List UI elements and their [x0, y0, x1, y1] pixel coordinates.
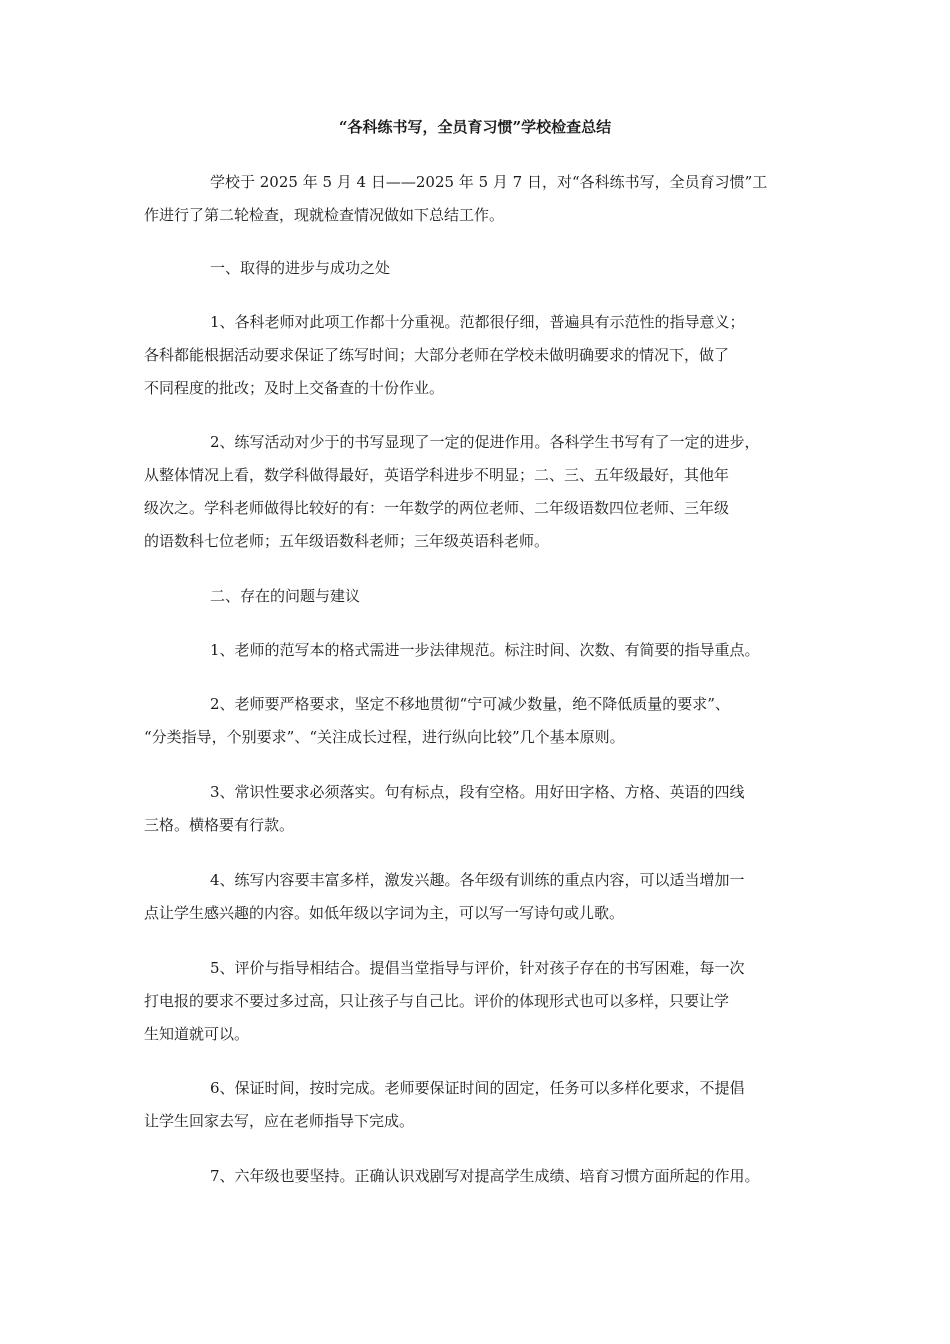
paragraph-line: 的语数科七位老师；五年级语数科老师；三年级英语科老师。 — [144, 532, 550, 550]
paragraph-line: 生知道就可以。 — [144, 1025, 250, 1043]
section-heading-problems — [144, 580, 824, 613]
section-heading-progress — [144, 252, 824, 285]
paragraph-line: 3、常识性要求必须落实。句有标点，段有空格。用好田字格、方格、英语的四线 — [210, 783, 745, 801]
intro-paragraph — [144, 166, 824, 232]
paragraph-line: 学校于 2025 年 5 月 4 日——2025 年 5 月 7 日，对“各科练书写，全员育习惯”工 — [210, 173, 768, 191]
paragraph-line: 从整体情况上看，数学科做得最好，英语学科进步不明显；二、三、五年级最好，其他年 — [144, 466, 730, 484]
progress-item-2 — [144, 426, 824, 558]
paragraph-line: 各科都能根据活动要求保证了练写时间；大部分老师在学校未做明确要求的情况下，做了 — [144, 346, 730, 364]
problem-item-2 — [144, 688, 824, 754]
problem-item-1 — [144, 634, 824, 667]
section-heading-text: 一、取得的进步与成功之处 — [210, 259, 391, 277]
paragraph-line: 2、老师要严格要求，坚定不移地贯彻“宁可减少数量，绝不降低质量的要求”、 — [210, 695, 730, 713]
paragraph-line: 7、六年级也要坚持。正确认识戏剧写对提高学生成绩、培育习惯方面所起的作用。 — [210, 1167, 760, 1185]
paragraph-line: 4、练写内容要丰富多样，激发兴趣。各年级有训练的重点内容，可以适当增加一 — [210, 871, 745, 889]
paragraph-line: 6、保证时间，按时完成。老师要保证时间的固定，任务可以多样化要求，不提倡 — [210, 1079, 745, 1097]
problem-item-5 — [144, 952, 824, 1051]
paragraph-line: 1、老师的范写本的格式需进一步法律规范。标注时间、次数、有简要的指导重点。 — [210, 641, 760, 659]
problem-item-3 — [144, 776, 824, 842]
document-title: “各科练书写，全员育习惯”学校检查总结 — [338, 118, 612, 136]
paragraph-line: 1、各科老师对此项工作都十分重视。范都很仔细，普遍具有示范性的指导意义； — [210, 313, 745, 331]
paragraph-line: “分类指导，个别要求”、“关注成长过程，进行纵向比较”几个基本原则。 — [144, 728, 625, 746]
problem-item-6 — [144, 1072, 824, 1138]
paragraph-line: 让学生回家去写，应在老师指导下完成。 — [144, 1112, 415, 1130]
paragraph-line: 打电报的要求不要过多过高，只让孩子与自己比。评价的体现形式也可以多样，只要让学 — [144, 992, 730, 1010]
paragraph-line: 5、评价与指导相结合。提倡当堂指导与评价，针对孩子存在的书写困难，每一次 — [210, 959, 745, 977]
progress-item-1 — [144, 306, 824, 405]
problem-item-4 — [144, 864, 824, 930]
paragraph-line: 不同程度的批改；及时上交备查的十份作业。 — [144, 379, 445, 397]
paragraph-line: 2、练写活动对少于的书写显现了一定的促进作用。各科学生书写有了一定的进步， — [210, 433, 760, 451]
section-heading-text: 二、存在的问题与建议 — [210, 587, 361, 605]
paragraph-line: 三格。横格要有行款。 — [144, 816, 295, 834]
paragraph-line: 作进行了第二轮检查，现就检查情况做如下总结工作。 — [144, 206, 505, 224]
paragraph-line: 点让学生感兴趣的内容。如低年级以字词为主，可以写一写诗句或儿歌。 — [144, 904, 625, 922]
paragraph-line: 级次之。学科老师做得比较好的有：一年数学的两位老师、二年级语数四位老师、三年级 — [144, 499, 730, 517]
problem-item-7 — [144, 1160, 824, 1193]
